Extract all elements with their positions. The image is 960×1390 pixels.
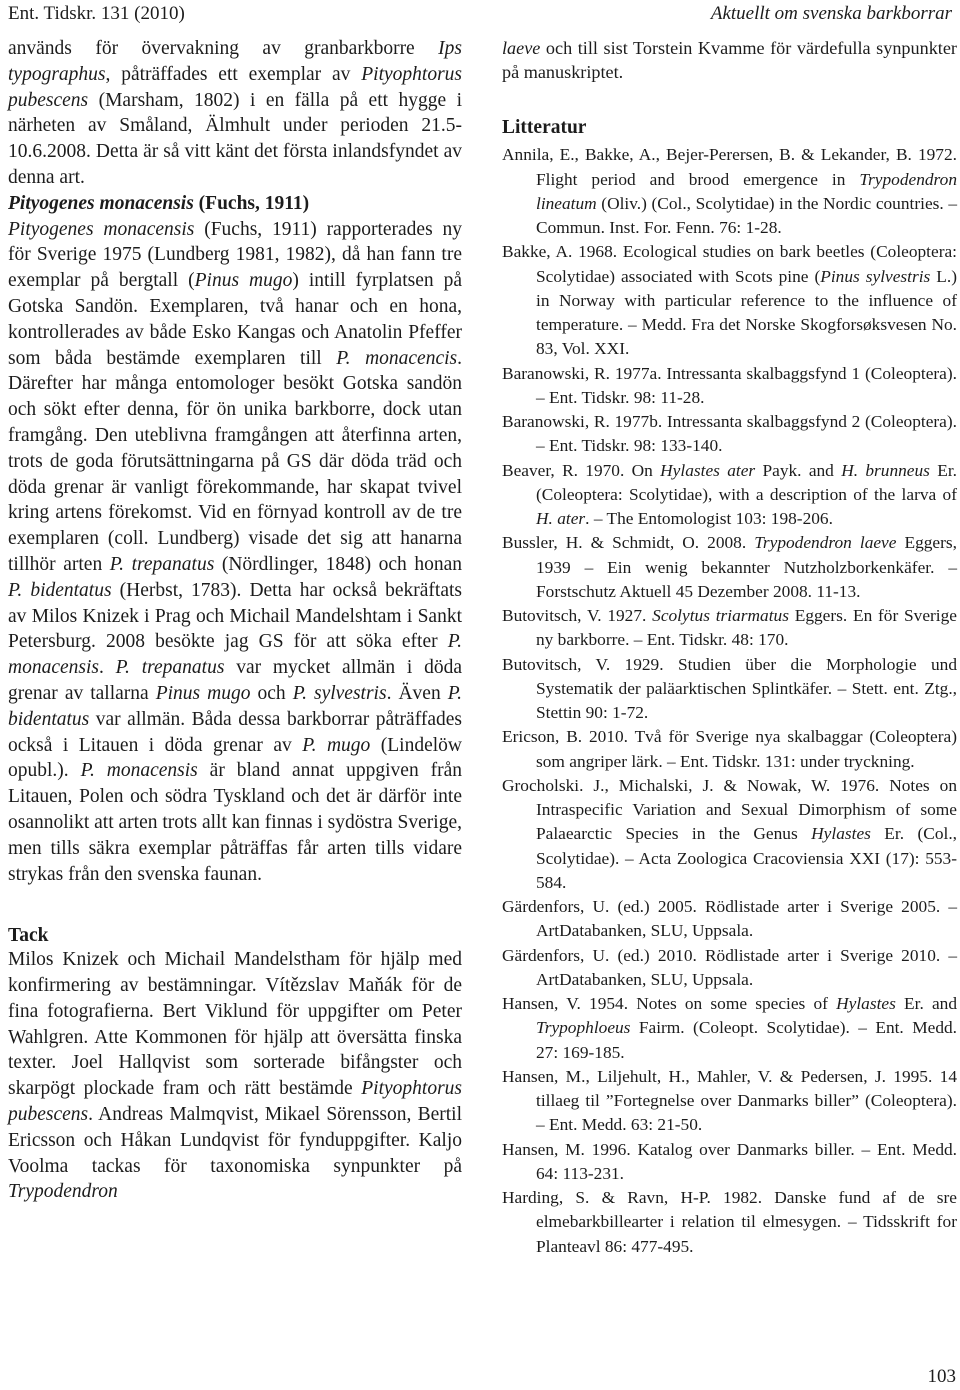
reference-entry xyxy=(502,410,957,459)
acknowledgements-heading: Tack xyxy=(8,925,49,947)
text-run: Bakke, A. 1968. Ecological studies on bark beetles (Coleoptera: Scolytidae) associated with Scots pine ( xyxy=(502,242,957,286)
reference-entry xyxy=(502,944,957,993)
text-run: Harding, S. & Ravn, H-P. 1982. Danske fund af de sre elmebarkbillearter i relation til elmesygen. – Tidsskrift for Planteavl 86: 477-495. xyxy=(502,1188,957,1256)
italic-text: Pityophtorus pubescens xyxy=(8,1078,462,1126)
text-run: Milos Knizek och Michail Mandelstham för hjälp med konfirmering av bestämningar. Vítězslav Maňák för de fina fotografierna. Bert Viklund för uppgifter om Peter Wahlgren. Atte Kommonen för hjälp att översätta finska texter. Joel Hallqvist som sorterade bifångster och skarpögt plockade fram och rätt bestämde xyxy=(8,949,462,1100)
text-run: Er. and xyxy=(895,994,957,1014)
reference-entry xyxy=(502,362,957,411)
text-run: L.) in Norway with particular reference to the influence of temperature. – Medd. Fra det Norske Skogforsøksvesen No. 83, Vol. XXI. xyxy=(536,266,958,359)
text-run: och till sist Torstein Kvamme för värdefulla synpunkter på manuskriptet. xyxy=(502,38,957,83)
italic-text: Scolytus triarmatus xyxy=(652,606,789,626)
text-run: Baranowski, R. 1977a. Intressanta skalbaggsfynd 1 (Coleoptera). – Ent. Tidskr. 98: 11-28. xyxy=(502,363,957,407)
italic-text: P. trepanatus xyxy=(115,657,225,679)
text-run: Annila, E., Bakke, A., Bejer-Perersen, B. & Lekander, B. 1972. Flight period and brood emergence in xyxy=(502,145,957,189)
running-head-article-title: Aktuellt om svenska barkborrar xyxy=(710,3,952,24)
reference-entry xyxy=(502,895,957,944)
italic-text: P. bidentatus xyxy=(8,682,463,730)
italic-text: P. bidentatus xyxy=(8,579,112,601)
italic-text: Pityogenes monacensis xyxy=(8,192,194,214)
text-run: Eggers, 1939 – Ein wenig bekannter Nutzholzborkenkäfer. – Forstschutz Aktuell 45 Dezember 2008. 11-13. xyxy=(536,533,957,601)
reference-list xyxy=(502,143,957,1259)
text-run: Gärdenfors, U. (ed.) 2010. Rödlistade arter i Sverige 2010. – ArtDatabanken, SLU, Uppsala. xyxy=(502,945,957,989)
italic-text: Pinus sylvestris xyxy=(820,266,931,286)
italic-text: Hylastes xyxy=(836,994,896,1014)
italic-text: Trypophloeus xyxy=(536,1018,631,1038)
reference-entry xyxy=(502,1186,957,1259)
reference-entry xyxy=(502,992,957,1065)
text-run: Beaver, R. 1970. On xyxy=(502,460,661,480)
page-number: 103 xyxy=(927,1366,956,1387)
reference-entry xyxy=(502,143,957,240)
italic-text: P. mugo xyxy=(302,734,371,756)
text-run: (Lindelöw opubl.). xyxy=(8,734,462,782)
text-run: (Oliv.) (Col., Scolytidae) in the Nordic countries. – Commun. Inst. For. Fenn. 76: 1-28. xyxy=(536,193,957,238)
section-paragraph xyxy=(8,217,462,888)
text-run: . Därefter har många entomologer besökt Gotska sandön och sökt efter denna, för ön unika barkborre, dock utan framgång. Den uteblivna framgången att återfinna arten, trots de goda förutsättningarna på GS där döda träd och döda grenar är vanligt förekommande, har skapat tvivel kring artens förekomst. Vid en förnyad kontroll av de tre exemplaren (coll. Lundberg) visade det sig att hanarna tillhör arten xyxy=(8,347,463,575)
text-run: Butovitsch, V. 1927. xyxy=(502,606,653,626)
text-run: . – The Entomologist 103: 198-206. xyxy=(585,509,833,529)
text-run: (Fuchs, 1911) rapporterades ny för Sverige 1975 (Lundberg 1981, 1982), då han fann tre exemplar på bergtall ( xyxy=(8,218,462,292)
reference-entry xyxy=(502,653,957,726)
italic-text: Hylastes xyxy=(811,824,871,844)
text-run: . xyxy=(99,657,116,679)
reference-entry xyxy=(502,459,957,532)
acknowledgements-paragraph xyxy=(8,947,462,1205)
text-run: används för övervakning av granbarkborre xyxy=(8,38,439,59)
text-run: och xyxy=(250,682,293,704)
text-run: ) intill fyrplatsen på Gotska Sandön. Exemplaren, två hanar och en hona, kontrollerades av både Esko Kangas och Anatolin Pfeffer som båda bestämde exemplaren till xyxy=(8,270,462,369)
reference-entry xyxy=(502,240,957,361)
text-run: Hansen, M., Liljehult, H., Mahler, V. & Pedersen, J. 1995. 14 tillaeg til ”Fortegnelse over Danmarks biller” (Coleoptera). – Ent. Medd. 63: 21-50. xyxy=(502,1066,957,1135)
text-run: Eggers. En för Sverige ny barkborre. – Ent. Tidskr. 48: 170. xyxy=(536,606,957,650)
text-run: Bussler, H. & Schmidt, O. 2008. xyxy=(502,533,755,553)
text-run: Hansen, V. 1954. Notes on some species of xyxy=(502,994,837,1014)
reference-entry xyxy=(502,774,957,895)
reference-entry xyxy=(502,1065,957,1138)
italic-text: laeve xyxy=(502,38,541,58)
running-head-journal: Ent. Tidskr. 131 (2010) xyxy=(8,3,185,24)
italic-text: Trypodendron lineatum xyxy=(536,169,957,213)
text-run: Payk. and xyxy=(755,460,842,480)
italic-text: P. monacensis xyxy=(80,760,198,782)
italic-text: Trypodendron laeve xyxy=(754,533,897,553)
intro-paragraph xyxy=(8,36,462,191)
italic-text: Ips typographus xyxy=(8,38,462,85)
text-run: (Marsham, 1802) i en fälla på ett hygge i närheten av Småland, Älmhult under perioden 21.5-10.6.2008. Detta är så vitt känt det första inlandsfyndet av denna art. xyxy=(8,89,462,188)
text-run: Er. (Col., Scolytidae). – Acta Zoologica Cracoviensia XXI (17): 553-584. xyxy=(536,824,957,892)
italic-text: Pinus mugo xyxy=(155,682,251,704)
reference-entry xyxy=(502,725,957,774)
text-run: (Herbst, 1783). Detta har också bekräftats av Milos Knizek i Prag och Michail Mandelshtam i Sankt Petersburg. 2008 besökte jag GS för att söka efter xyxy=(8,579,462,653)
text-run: . Även xyxy=(386,682,448,704)
text-run: Butovitsch, V. 1929. Studien über die Morphologie und Systematik der paläarktischen Splintkäfer. – Stett. ent. Ztg., Stettin 90: 1-72. xyxy=(502,654,957,723)
right-column xyxy=(502,36,957,1259)
reference-entry xyxy=(502,1138,957,1187)
italic-text: Pinus mugo xyxy=(194,270,293,292)
text-run: Gärdenfors, U. (ed.) 2005. Rödlistade arter i Sverige 2005. –ArtDatabanken, SLU, Uppsala. xyxy=(502,897,957,941)
italic-text: H. brunneus xyxy=(841,460,930,480)
italic-text: H. ater xyxy=(536,509,586,529)
text-run: . Andreas Malmqvist, Mikael Sörensson, Bertil Ericsson och Håkan Lundqvist för fynduppgifter. Kaljo Voolma tackas för taxonomiska synpunkter på xyxy=(8,1104,462,1177)
text-run: Fairm. (Coleopt. Scolytidae). – Ent. Medd. 27: 169-185. xyxy=(536,1018,957,1062)
italic-text: Pityophtorus pubescens xyxy=(8,63,462,111)
text-run: (Fuchs, 1911) xyxy=(193,192,310,214)
text-run: Grocholski. J., Michalski, J. & Nowak, W. 1976. Notes on Intraspecific Variation and Sexual Dimorphism of some Palaearctic Species in the Genus xyxy=(502,775,957,844)
text-run: (Nördlinger, 1848) och honan xyxy=(214,553,462,575)
text-run: Baranowski, R. 1977b. Intressanta skalbaggsfynd 2 (Coleoptera). – Ent. Tidskr. 98: 133-140. xyxy=(502,412,957,456)
left-column xyxy=(8,36,462,1205)
text-run: Ericson, B. 2010. Två för Sverige nya skalbaggar (Coleoptera) som angriper lärk. – Ent. Tidskr. 131: under tryckning. xyxy=(502,727,957,771)
acknowledgements-continuation xyxy=(502,36,957,84)
reference-entry xyxy=(502,604,957,653)
text-run: Er. (Coleoptera: Scolytidae), with a description of the larva of xyxy=(536,460,958,504)
reference-entry xyxy=(502,531,957,604)
italic-text: P. monacensis xyxy=(8,631,462,679)
italic-text: Trypodendron xyxy=(8,1181,118,1203)
italic-text: P. sylvestris xyxy=(292,682,387,704)
text-run: Hansen, M. 1996. Katalog over Danmarks biller. – Ent. Medd. 64: 113-231. xyxy=(502,1139,957,1183)
text-run: var mycket allmän i döda grenar av tallarna xyxy=(8,657,462,704)
text-run: , påträffades ett exemplar av xyxy=(105,63,362,85)
italic-text: P. trepanatus xyxy=(109,553,215,575)
text-run: var allmän. Båda dessa barkborrar påträffades också i Litauen i döda grenar av xyxy=(8,708,462,756)
section-title-pityogenes xyxy=(8,191,462,217)
italic-text: Hylastes ater xyxy=(660,460,756,480)
italic-text: P. monacencis xyxy=(336,347,458,369)
text-run: är bland annat uppgiven från Litauen, Polen och södra Tyskland och det är därför inte osannolikt att arten trots allt kan finnas i sydöstra Sverige, men tills säkra exemplar påträffas får arten tills vidare strykas från den svenska faunan. xyxy=(8,760,462,885)
italic-text: Pityogenes monacensis xyxy=(8,218,195,240)
references-heading: Litteratur xyxy=(502,117,587,139)
